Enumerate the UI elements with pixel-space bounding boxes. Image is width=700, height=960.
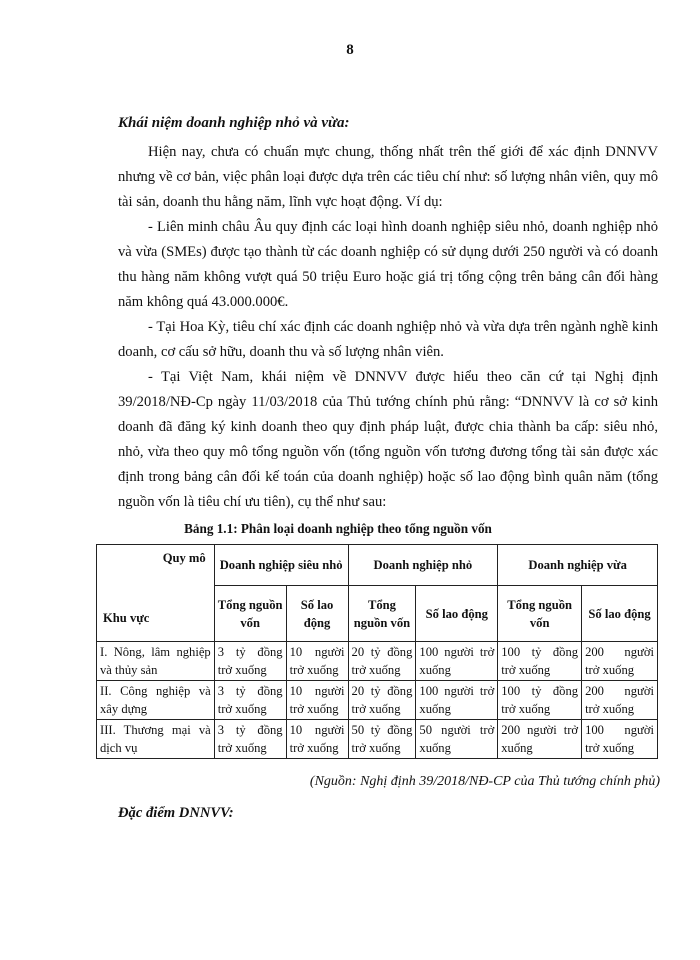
table-cell: 100 người trở xuống [582, 720, 658, 759]
table-row [97, 681, 658, 720]
row-label: II. Công nghiệp và xây dựng [97, 681, 215, 720]
table-cell: 200 người trở xuống [498, 720, 582, 759]
table-header-row [97, 545, 658, 586]
paragraph-vietnam: - Tại Việt Nam, khái niệm về DNNVV được hiểu theo căn cứ tại Nghị định 39/2018/NĐ-Cp ngày 11/03/2018 của Thủ tướng chính phủ rằng: “DNNVV là cơ sở kinh doanh đã đăng ký kinh doanh theo quy định pháp luật, được chia thành ba cấp: siêu nhỏ, nhỏ, vừa theo quy mô tổng nguồn vốn (tổng nguồn vốn tương đương tổng tài sản được xác định trong bảng cân đối kế toán của doanh nghiệp) hoặc số lao động bình quân năm (tổng nguồn vốn là tiêu chí ưu tiên), cụ thể như sau: [118, 369, 658, 510]
row-label: I. Nông, lâm nghiệp và thủy sản [97, 642, 215, 681]
corner-bottom-label: Khu vực [103, 611, 150, 625]
classification-table [96, 544, 658, 759]
group-header: Doanh nghiệp siêu nhỏ [214, 545, 348, 586]
table-cell: 100 tỷ đồng trở xuống [498, 681, 582, 720]
group-header: Doanh nghiệp nhỏ [348, 545, 498, 586]
source-note: (Nguồn: Nghị định 39/2018/NĐ-CP của Thủ tướng chính phủ) [309, 774, 660, 789]
sub-header: Tổng nguồn vốn [498, 586, 582, 642]
sub-header: Số lao động [582, 586, 658, 642]
section-heading: Khái niệm doanh nghiệp nhỏ và vừa: [118, 115, 350, 131]
table-cell: 3 tỷ đồng trở xuống [214, 642, 286, 681]
table-cell: 3 tỷ đồng trở xuống [214, 720, 286, 759]
table-cell: 200 người trở xuống [582, 681, 658, 720]
table-cell: 200 người trở xuống [582, 642, 658, 681]
table-corner-cell [97, 545, 215, 642]
table-cell: 100 người trở xuống [416, 681, 498, 720]
section-heading-2: Đặc điểm DNNVV: [118, 805, 234, 821]
group-header: Doanh nghiệp vừa [498, 545, 658, 586]
corner-top-label: Quy mô [162, 551, 206, 565]
table-cell: 20 tỷ đồng trở xuống [348, 681, 416, 720]
table-row [97, 642, 658, 681]
paragraph-eu: - Liên minh châu Âu quy định các loại hình doanh nghiệp siêu nhỏ, doanh nghiệp nhỏ và vừa (SMEs) được tạo thành từ các doanh nghiệp có sử dụng dưới 250 người và có doanh thu hàng năm không vượt quá 50 triệu Euro hoặc giá trị tổng cộng trên bảng cân đối hàng năm không quá 43.000.000€. [118, 219, 658, 310]
table-cell: 100 người trở xuống [416, 642, 498, 681]
paragraph-intro: Hiện nay, chưa có chuẩn mực chung, thống nhất trên thế giới để xác định DNNVV nhưng về cơ bản, việc phân loại được dựa trên các tiêu chí như: số lượng nhân viên, quy mô tài sản, doanh thu hằng năm, lĩnh vực hoạt động. Ví dụ: [118, 144, 658, 210]
sub-header: Số lao động [416, 586, 498, 642]
table-cell: 50 người trở xuống [416, 720, 498, 759]
sub-header: Số lao động [286, 586, 348, 642]
table-row [97, 720, 658, 759]
body-content [118, 112, 658, 515]
table-cell: 50 tỷ đồng trở xuống [348, 720, 416, 759]
table-cell: 10 người trở xuống [286, 681, 348, 720]
paragraph-us: - Tại Hoa Kỳ, tiêu chí xác định các doanh nghiệp nhỏ và vừa dựa trên ngành nghề kinh doanh, cơ cấu sở hữu, doanh thu và số lượng nhân viên. [118, 319, 658, 360]
row-label: III. Thương mại và dịch vụ [97, 720, 215, 759]
table-caption: Bảng 1.1: Phân loại doanh nghiệp theo tổng nguồn vốn [184, 521, 492, 536]
table-cell: 3 tỷ đồng trở xuống [214, 681, 286, 720]
sub-header: Tổng nguồn vốn [348, 586, 416, 642]
page-number: 8 [346, 42, 354, 58]
table-cell: 10 người trở xuống [286, 642, 348, 681]
sub-header: Tổng nguồn vốn [214, 586, 286, 642]
table-cell: 20 tỷ đồng trở xuống [348, 642, 416, 681]
table-cell: 10 người trở xuống [286, 720, 348, 759]
table-cell: 100 tỷ đồng trở xuống [498, 642, 582, 681]
